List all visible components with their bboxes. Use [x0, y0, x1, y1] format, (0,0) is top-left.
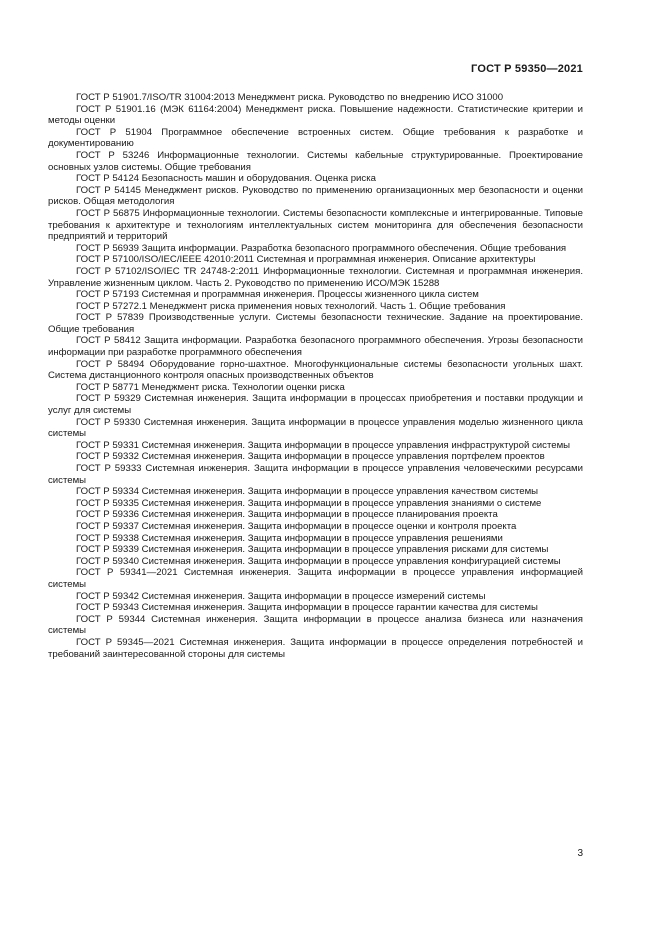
reference-entry: ГОСТ Р 59329 Системная инженерия. Защита информации в процессах приобретения и поставки продукции и услуг для системы — [48, 393, 583, 417]
reference-entry: ГОСТ Р 59345—2021 Системная инженерия. Защита информации в процессе определения потребностей и требований заинтересованной стороны для системы — [48, 636, 583, 660]
page-number: 3 — [577, 848, 583, 859]
reference-entry: ГОСТ Р 59341—2021 Системная инженерия. Защита информации в процессе управления информацией системы — [48, 567, 583, 590]
reference-entry: ГОСТ Р 54145 Менеджмент рисков. Руководство по применению организационных мер безопасности и оценки рисков. Общая методология — [48, 184, 583, 208]
reference-entry: ГОСТ Р 57839 Производственные услуги. Системы безопасности технические. Задание на проектирование. Общие требования — [48, 312, 583, 335]
reference-entry: ГОСТ Р 59344 Системная инженерия. Защита информации в процессе анализа бизнеса или назначения системы — [48, 613, 583, 637]
reference-entry: ГОСТ Р 58412 Защита информации. Разработка безопасного программного обеспечения. Угрозы безопасности информации при разработке программного обеспечения — [48, 335, 583, 359]
reference-entry: ГОСТ Р 57193 Системная и программная инженерия. Процессы жизненного цикла систем — [76, 289, 479, 301]
reference-entry: ГОСТ Р 59332 Системная инженерия. Защита информации в процессе управления портфелем проектов — [76, 451, 545, 463]
reference-entry: ГОСТ Р 56875 Информационные технологии. Системы безопасности комплексные и интегрированные. Типовые требования к архитектуре и технологиям интеллектуальных систем мониторинга для обеспечения безопасности предприятий и территорий — [48, 207, 583, 243]
normative-references-list — [48, 92, 583, 660]
reference-entry: ГОСТ Р 57102/ISO/IEC TR 24748-2:2011 Информационные технологии. Системная и программная инженерия. Управление жизненным циклом. Часть 2. Руководство по применению ИСО/МЭК 15288 — [48, 265, 583, 289]
reference-entry: ГОСТ Р 59336 Системная инженерия. Защита информации в процессе планирования проекта — [76, 509, 498, 521]
reference-entry: ГОСТ Р 57272.1 Менеджмент риска применения новых технологий. Часть 1. Общие требования — [76, 300, 506, 312]
reference-entry: ГОСТ Р 59342 Системная инженерия. Защита информации в процессе измерений системы — [76, 590, 486, 602]
reference-entry: ГОСТ Р 59333 Системная инженерия. Защита информации в процессе управления человеческими ресурсами системы — [48, 463, 583, 486]
reference-entry: ГОСТ Р 51901.16 (МЭК 61164:2004) Менеджмент риска. Повышение надежности. Статистические критерии и методы оценки — [48, 103, 583, 127]
reference-entry: ГОСТ Р 58494 Оборудование горно-шахтное. Многофункциональные системы безопасности угольных шахт. Система дистанционного контроля опасных производственных объектов — [48, 358, 583, 382]
reference-entry: ГОСТ Р 51901.7/ISO/TR 31004:2013 Менеджмент риска. Руководство по внедрению ИСО 31000 — [76, 92, 504, 103]
reference-entry: ГОСТ Р 53246 Информационные технологии. Системы кабельные структурированные. Проектирование основных узлов системы. Общие требования — [48, 149, 583, 173]
document-number-header: ГОСТ Р 59350—2021 — [471, 63, 583, 75]
reference-entry: ГОСТ Р 59331 Системная инженерия. Защита информации в процессе управления инфраструктурой системы — [76, 439, 571, 451]
reference-entry: ГОСТ Р 59340 Системная инженерия. Защита информации в процессе управления конфигурацией системы — [76, 555, 561, 567]
reference-entry: ГОСТ Р 59334 Системная инженерия. Защита информации в процессе управления качеством системы — [76, 486, 539, 498]
reference-entry: ГОСТ Р 54124 Безопасность машин и оборудования. Оценка риска — [76, 173, 376, 185]
reference-entry: ГОСТ Р 59337 Системная инженерия. Защита информации в процессе оценки и контроля проекта — [76, 520, 517, 532]
reference-entry: ГОСТ Р 59330 Системная инженерия. Защита информации в процессе управления моделью жизненного цикла системы — [48, 416, 583, 440]
reference-entry: ГОСТ Р 59338 Системная инженерия. Защита информации в процессе управления решениями — [76, 532, 503, 544]
reference-entry: ГОСТ Р 57100/ISO/IEC/IEEE 42010:2011 Системная и программная инженерия. Описание архитектуры — [76, 254, 536, 266]
reference-entry: ГОСТ Р 58771 Менеджмент риска. Технологии оценки риска — [76, 381, 345, 393]
reference-entry: ГОСТ Р 56939 Защита информации. Разработка безопасного программного обеспечения. Общие требования — [76, 242, 567, 254]
reference-entry: ГОСТ Р 51904 Программное обеспечение встроенных систем. Общие требования к разработке и документированию — [48, 126, 583, 150]
reference-entry: ГОСТ Р 59343 Системная инженерия. Защита информации в процессе гарантии качества для системы — [76, 602, 538, 614]
reference-entry: ГОСТ Р 59339 Системная инженерия. Защита информации в процессе управления рисками для системы — [76, 544, 549, 556]
reference-entry: ГОСТ Р 59335 Системная инженерия. Защита информации в процессе управления знаниями о системе — [76, 497, 542, 509]
